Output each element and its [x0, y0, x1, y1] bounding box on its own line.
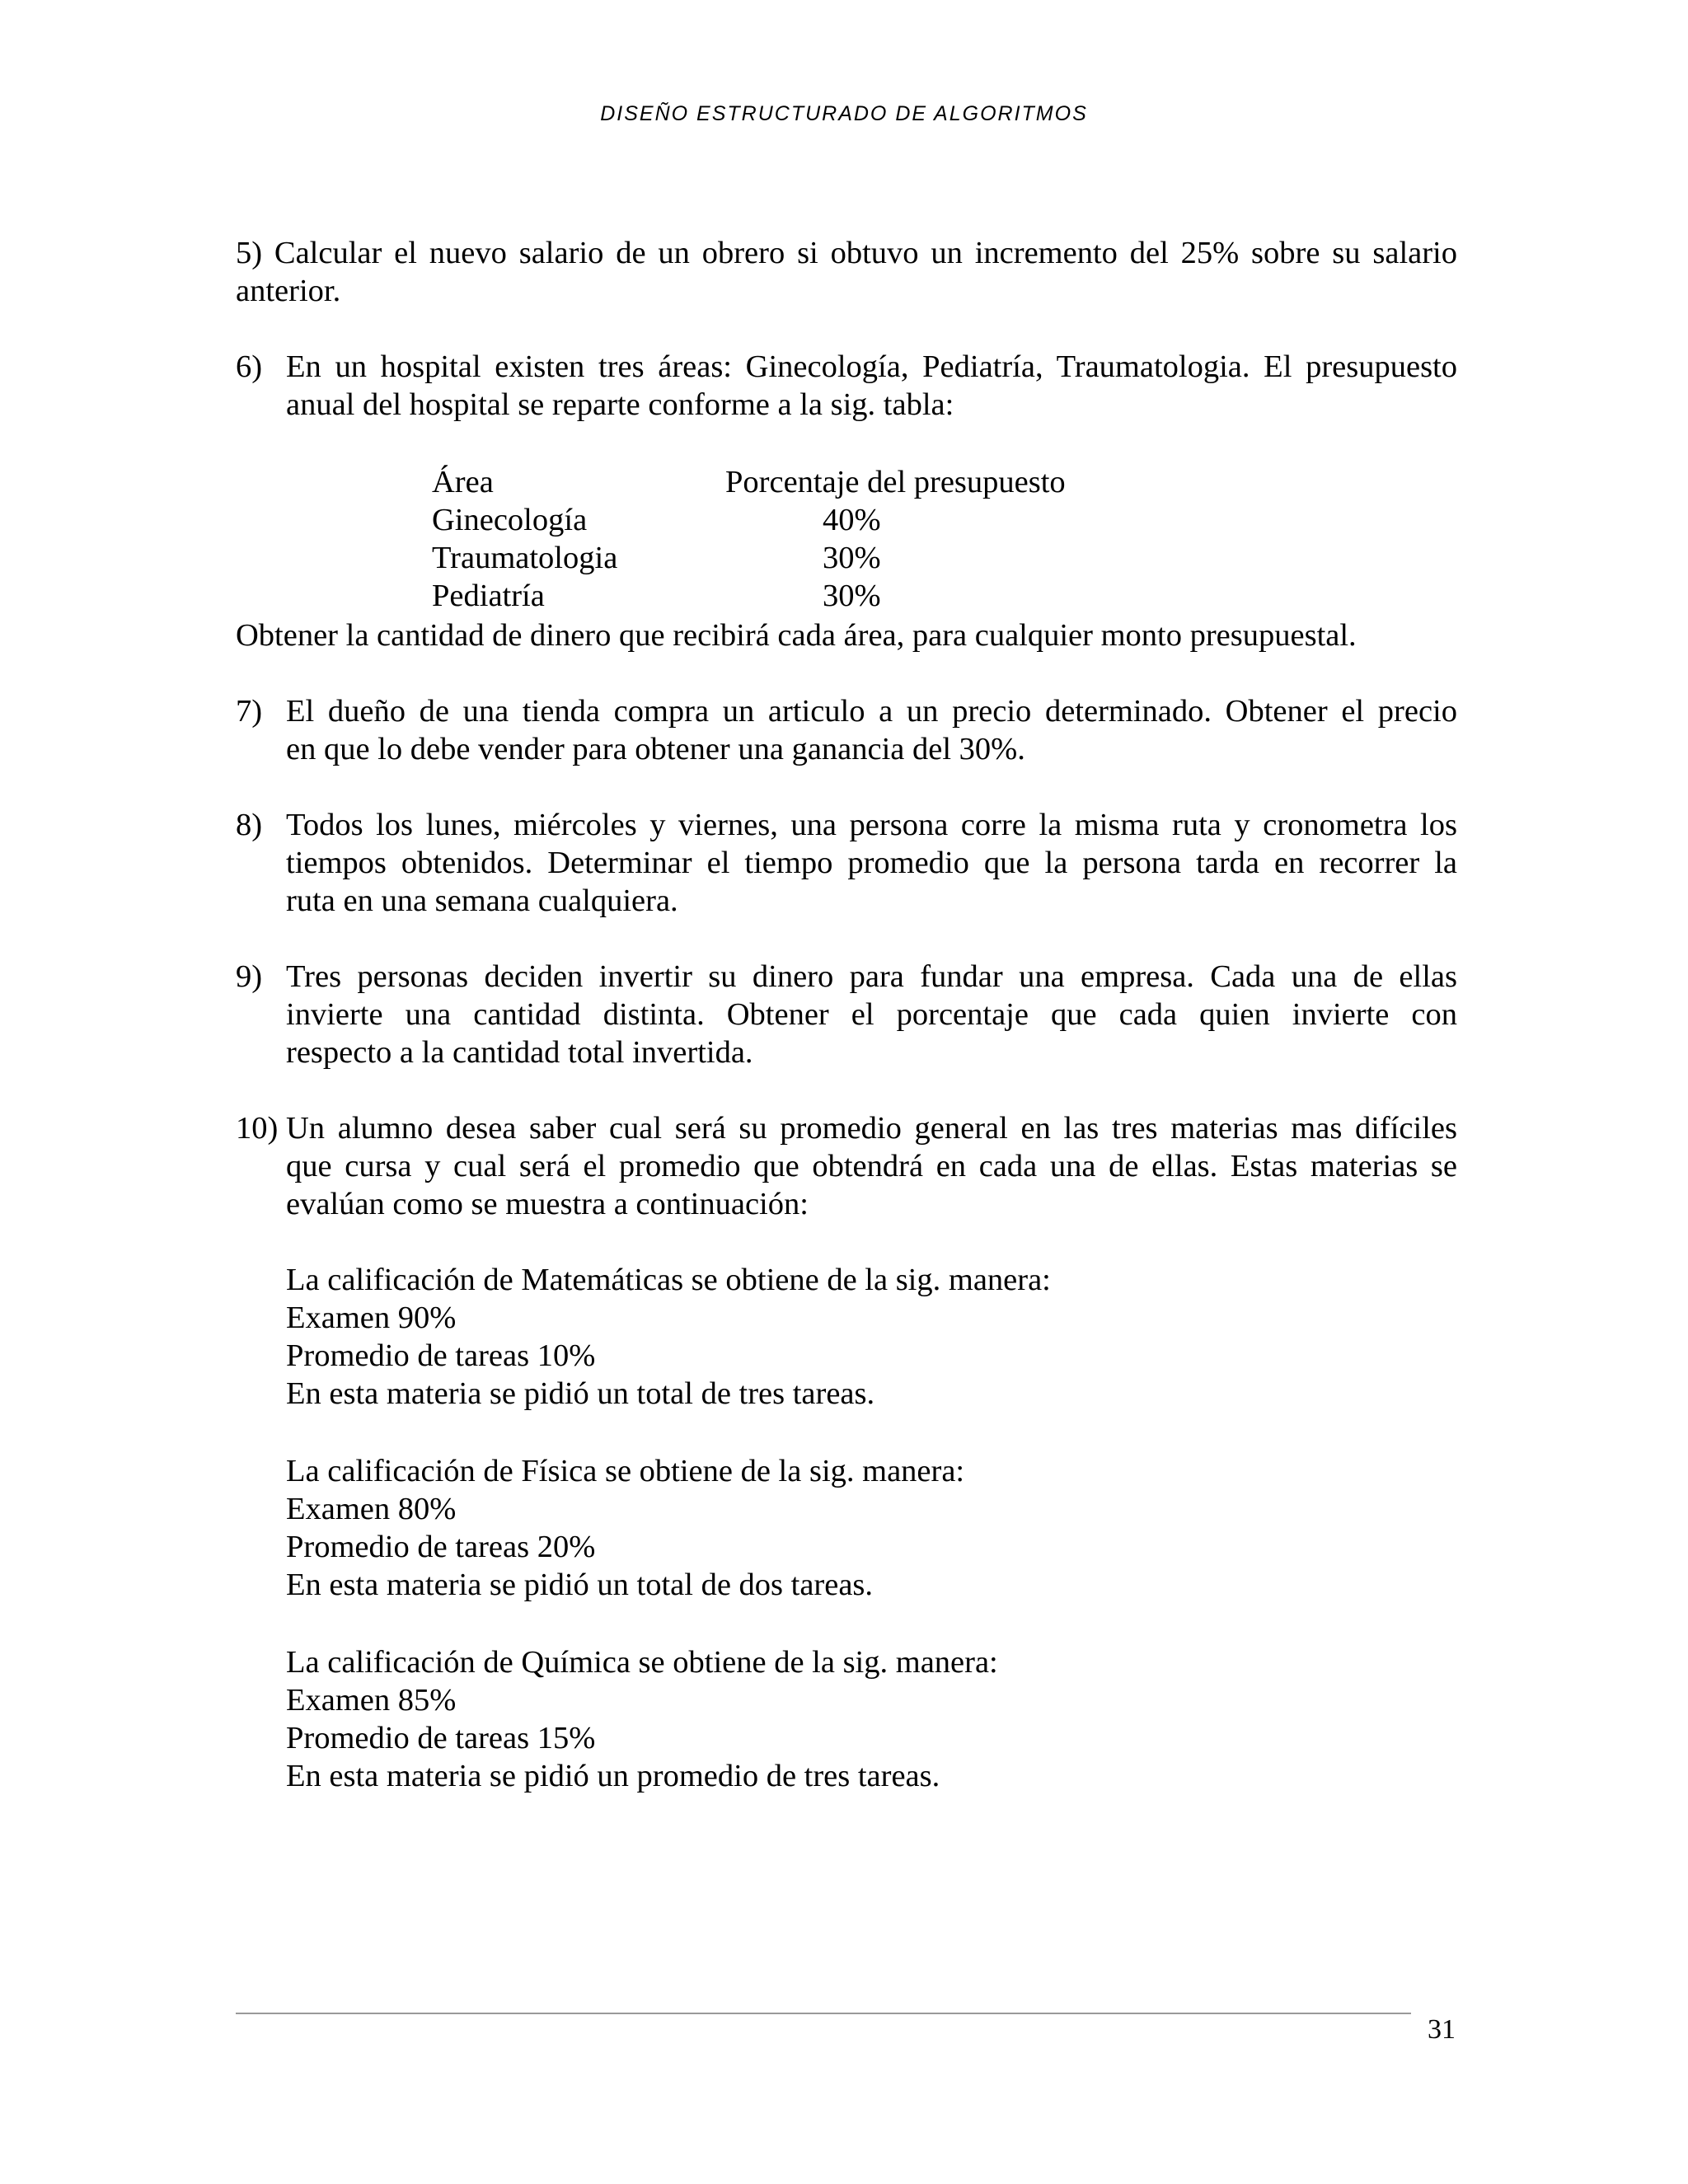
subject-line: En esta materia se pidió un total de dos tareas.: [286, 1568, 874, 1602]
table-header-percent: Porcentaje del presupuesto: [725, 465, 1066, 499]
problem-6-line-1: En un hospital existen tres áreas: Ginecología, Pediatría, Traumatologia. El presupuesto: [286, 349, 1457, 384]
subject-line: La calificación de Química se obtiene de la sig. manera:: [286, 1645, 998, 1680]
table-row-percent: 30%: [823, 579, 881, 613]
problem-8-line-3: ruta en una semana cualquiera.: [286, 883, 678, 918]
problem-8-number: 8): [236, 808, 263, 842]
problem-7-line-1: El dueño de una tienda compra un articulo a un precio determinado. Obtener el precio: [286, 694, 1457, 729]
footer-divider: [236, 2013, 1411, 2014]
problem-10-line-2: que cursa y cual será el promedio que obtendrá en cada una de ellas. Estas materias se: [286, 1149, 1457, 1183]
subject-line: Examen 85%: [286, 1683, 457, 1718]
problem-9-line-3: respecto a la cantidad total invertida.: [286, 1035, 753, 1070]
subject-line: Promedio de tareas 15%: [286, 1721, 596, 1755]
subject-line: Promedio de tareas 20%: [286, 1530, 596, 1564]
table-row-area: Ginecología: [432, 503, 588, 537]
problem-10-number: 10): [236, 1111, 279, 1146]
problem-7-line-2: en que lo debe vender para obtener una ganancia del 30%.: [286, 732, 1025, 766]
page-number: 31: [1428, 2014, 1456, 2045]
problem-7-number: 7): [236, 694, 263, 729]
table-row-area: Traumatologia: [432, 541, 618, 575]
table-row-percent: 40%: [823, 503, 881, 537]
table-header-area: Área: [432, 465, 494, 499]
problem-8-line-2: tiempos obtenidos. Determinar el tiempo promedio que la persona tarda en recorrer la: [286, 846, 1457, 880]
subject-line: La calificación de Matemáticas se obtiene de la sig. manera:: [286, 1263, 1051, 1297]
problem-5-line-2: anterior.: [236, 274, 341, 308]
problem-5-line-1: 5) Calcular el nuevo salario de un obrero si obtuvo un incremento del 25% sobre su salario: [236, 236, 1457, 270]
table-row-area: Pediatría: [432, 579, 545, 613]
problem-8-line-1: Todos los lunes, miércoles y viernes, una persona corre la misma ruta y cronometra los: [286, 808, 1457, 842]
subject-line: En esta materia se pidió un total de tres tareas.: [286, 1376, 875, 1411]
problem-10-line-1: Un alumno desea saber cual será su promedio general en las tres materias mas difíciles: [286, 1111, 1457, 1146]
subject-line: Examen 80%: [286, 1492, 457, 1526]
table-row-percent: 30%: [823, 541, 881, 575]
problem-6-line-2: anual del hospital se reparte conforme a la sig. tabla:: [286, 387, 954, 422]
subject-line: La calificación de Física se obtiene de la sig. manera:: [286, 1454, 965, 1488]
problem-6-conclusion: Obtener la cantidad de dinero que recibirá cada área, para cualquier monto presupuestal.: [236, 618, 1357, 653]
subject-line: En esta materia se pidió un promedio de tres tareas.: [286, 1759, 940, 1793]
subject-line: Examen 90%: [286, 1301, 457, 1335]
subject-line: Promedio de tareas 10%: [286, 1338, 596, 1373]
problem-9-line-1: Tres personas deciden invertir su dinero para fundar una empresa. Cada una de ellas: [286, 959, 1457, 994]
problem-10-line-3: evalúan como se muestra a continuación:: [286, 1187, 809, 1221]
problem-9-line-2: invierte una cantidad distinta. Obtener el porcentaje que cada quien invierte con: [286, 997, 1457, 1032]
running-header: DISEÑO ESTRUCTURADO DE ALGORITMOS: [600, 102, 1088, 125]
problem-6-number: 6): [236, 349, 263, 384]
problem-9-number: 9): [236, 959, 263, 994]
